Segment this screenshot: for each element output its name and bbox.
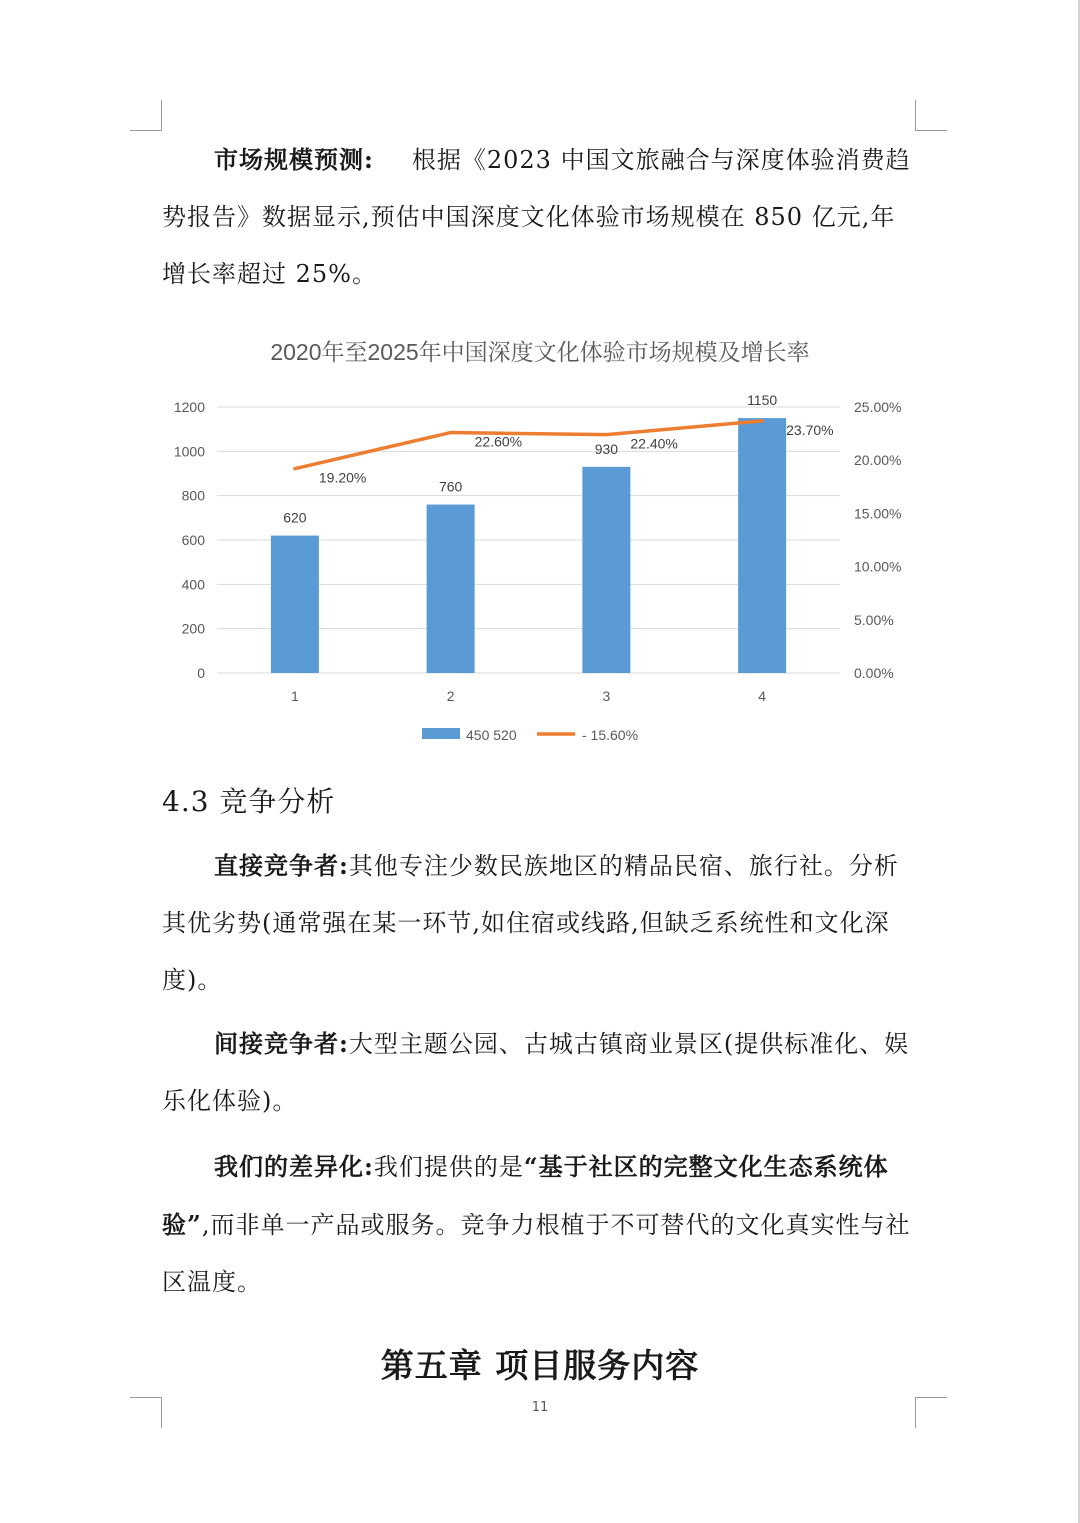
line-value-label: 22.60%: [474, 433, 523, 450]
direct-competitors-lead: 直接竞争者:: [214, 851, 349, 880]
growth-rate-line: [295, 421, 762, 469]
y2-tick-label: 0.00%: [854, 665, 894, 681]
bar-value-label: 620: [283, 509, 307, 526]
y2-tick-label: 25.00%: [854, 399, 902, 415]
legend-swatch-bar: [422, 728, 460, 739]
x-tick-label: 2: [446, 688, 455, 704]
chart-title: 2020年至2025年中国深度文化体验市场规模及增长率: [270, 339, 810, 365]
chapter-heading: 第五章 项目服务内容: [380, 1346, 700, 1385]
line-value-label: 19.20%: [318, 469, 367, 486]
direct-competitors-paragraph: [162, 837, 918, 1009]
y-tick-label: 600: [181, 532, 205, 548]
market-size-text: 根据《2023 中国文旅融合与深度体验消费趋势报告》数据显示,预估中国深度文化体验市场规模在 850 亿元,年增长率超过 25%。: [162, 146, 911, 288]
indirect-competitors-paragraph: [162, 1015, 918, 1130]
y2-tick-label: 5.00%: [854, 611, 894, 628]
bar: [271, 536, 319, 673]
y2-tick-label: 10.00%: [854, 558, 902, 575]
x-tick-label: 3: [602, 688, 611, 704]
y-tick-label: 200: [181, 620, 205, 637]
market-size-lead: 市场规模预测:: [214, 145, 374, 174]
y2-tick-label: 15.00%: [854, 505, 902, 522]
market-size-paragraph: [162, 131, 918, 303]
market-chart: [150, 325, 910, 755]
y-tick-label: 1000: [173, 443, 205, 460]
margin-mark-top-right: [915, 100, 947, 131]
y-tick-label: 0: [197, 665, 205, 681]
differentiation-quote: “基于社区的完整文化生态系统体验”: [162, 1152, 889, 1239]
line-value-label: 23.70%: [786, 421, 834, 438]
line-value-label: 22.40%: [630, 435, 678, 452]
x-tick-label: 4: [758, 688, 767, 704]
bar-value-label: 1150: [747, 392, 778, 409]
legend-label-line: - 15.60%: [582, 727, 639, 743]
bar: [738, 418, 786, 673]
indirect-competitors-text: 大型主题公园、古城古镇商业景区(提供标准化、娱乐化体验)。: [162, 1030, 910, 1115]
margin-mark-top-left: [130, 100, 162, 131]
differentiation-paragraph: [162, 1138, 918, 1311]
y-tick-label: 800: [181, 487, 205, 504]
x-tick-label: 1: [290, 688, 299, 704]
bar-value-label: 760: [438, 478, 463, 495]
section-heading: 4.3 竞争分析: [162, 785, 336, 818]
y2-tick-label: 20.00%: [854, 452, 902, 469]
bar: [427, 505, 475, 673]
y-tick-label: 400: [181, 576, 205, 593]
indirect-competitors-lead: 间接竞争者:: [214, 1029, 349, 1058]
y-tick-label: 1200: [173, 399, 205, 415]
direct-competitors-text: 其他专注少数民族地区的精品民宿、旅行社。分析其优劣势(通常强在某一环节,如住宿或线路,但缺乏系统性和文化深度)。: [162, 852, 899, 994]
page-number: 11: [531, 1400, 549, 1415]
differentiation-lead: 我们的差异化:: [214, 1152, 374, 1181]
bar: [582, 467, 630, 673]
legend-label-bar: 450 520: [466, 727, 517, 743]
bar-value-label: 930: [594, 440, 619, 457]
differentiation-text-b: ,而非单一产品或服务。竞争力根植于不可替代的文化真实性与社区温度。: [162, 1211, 911, 1296]
differentiation-text-a: 我们提供的是: [373, 1153, 524, 1181]
